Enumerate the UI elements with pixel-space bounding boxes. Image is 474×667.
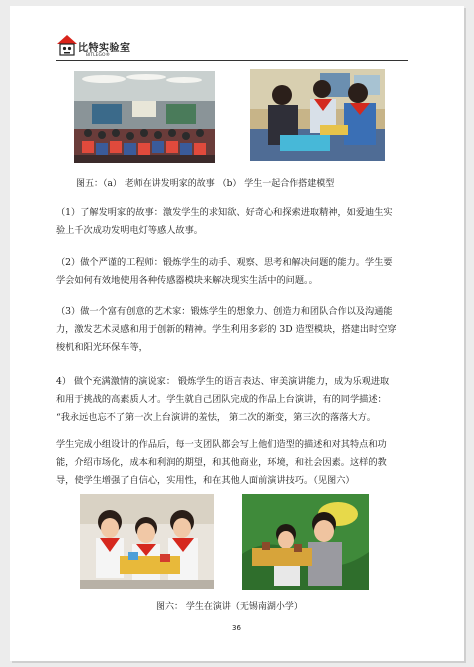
students-presenting-photo-right (242, 494, 369, 590)
bitlego-logo (56, 34, 136, 62)
paragraph-line: （1）了解发明家的故事：激发学生的求知欲、好奇心和探索进取精神，如爱迪生实 (56, 207, 393, 218)
paragraph-line: 能，介绍市场化，成本和利润的期望，和其他商业，环境，和社会因素。这样的教 (56, 457, 387, 468)
paragraph-line: 学生完成小组设计的作品后，每一支团队都会写上他们造型的描述和对其特点和功 (56, 439, 387, 450)
paragraph-line: 4） 做个充满激情的演说家： 锻炼学生的语言表达、审美演讲能力，成为乐观进取 (56, 376, 390, 387)
students-presenting-photo-left (80, 494, 214, 589)
logo-text: 比特实验室 (78, 43, 131, 54)
paragraph-line: 验上千次成功发明电灯等感人故事。 (56, 225, 203, 236)
paragraph-line: 学会如何有效地使用各种传感器模块来解决现实生活中的问题。。 (56, 275, 318, 286)
paragraph-4 (56, 373, 408, 427)
students-building-photo (250, 69, 385, 161)
paragraph-line: 导，使学生增强了自信心，实用性，和在其他人面前演讲技巧。（见图六） (56, 475, 355, 486)
page-number: 36 (232, 624, 241, 632)
paragraph-line: （2）做个严谨的工程师：锻炼学生的动手、观察、思考和解决问题的能力。学生要 (56, 257, 393, 268)
paragraph-line: （3）做一个富有创意的艺术家：锻炼学生的想象力、创造力和团队合作以及沟通能 (56, 306, 393, 317)
paragraph-line: 梭机和阳光环保车等， (56, 342, 148, 353)
paragraph-2 (56, 254, 408, 290)
paragraph-line: 和用于挑战的高素质人才。学生就自己团队完成的作品上台演讲，有的同学描述： (56, 394, 387, 405)
logo-subtext: BITLEGO® (86, 53, 111, 58)
header-rule (56, 60, 408, 61)
paragraph-line: 力，激发艺术灵感和用于创新的精神。学生利用多彩的 3D 造型模块，搭建出时空穿 (56, 324, 397, 335)
figure5-caption: 图五：（a） 老师在讲发明家的故事 （b） 学生一起合作搭建模型 (76, 179, 335, 189)
figure6-caption: 图六： 学生在演讲（无锡南湖小学） (156, 602, 303, 612)
classroom-photo (74, 71, 215, 163)
robot-house-icon (56, 34, 78, 56)
paragraph-5 (56, 436, 408, 490)
paragraph-line: “我永远也忘不了第一次上台演讲的羞怯， 第二次的渐变，第三次的落落大方。 (56, 412, 376, 423)
paragraph-3 (56, 303, 408, 357)
paragraph-1 (56, 204, 408, 240)
